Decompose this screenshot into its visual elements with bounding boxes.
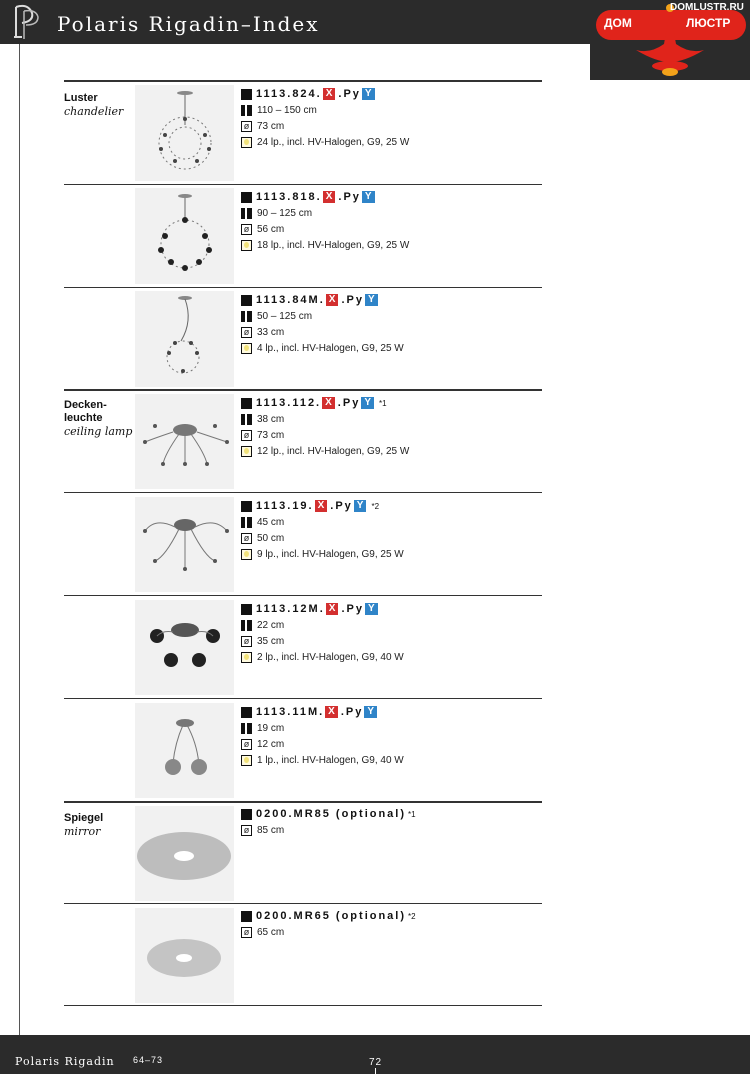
article-icon [241, 89, 252, 100]
lamp-icon [241, 446, 252, 457]
category-name-en: mirror [64, 825, 101, 838]
diameter-icon: ø [241, 636, 252, 647]
product-photo-ceiling-medium[interactable] [135, 497, 234, 592]
lamp-icon [241, 755, 252, 766]
finish-py: .Py [330, 500, 353, 512]
product-info [241, 292, 404, 356]
finish-y-badge: Y [365, 294, 378, 306]
article-icon [241, 501, 252, 512]
row-divider [64, 492, 542, 493]
category-name-de: Spiegel [64, 812, 104, 824]
category-name-de: Decken- leuchte [64, 399, 107, 424]
lamp-value: 9 lp., incl. HV-Halogen, G9, 25 W [257, 548, 404, 560]
product-info [241, 395, 409, 459]
lamp-value: 12 lp., incl. HV-Halogen, G9, 25 W [257, 445, 410, 457]
product-photo-chandelier-medium[interactable] [135, 188, 234, 284]
finish-py: .Py [341, 294, 364, 306]
diameter-value: 73 cm [257, 120, 285, 132]
finish-x-badge: X [326, 603, 339, 615]
finish-x-badge: X [325, 706, 338, 718]
polaris-monogram-icon [10, 3, 46, 41]
product-photo-ceiling-large[interactable] [135, 394, 234, 489]
category-name-de: Luster [64, 92, 98, 104]
finish-x-badge: X [323, 191, 336, 203]
mirror-info [241, 806, 416, 838]
row-divider [64, 1005, 542, 1006]
diameter-icon: ø [241, 224, 252, 235]
lamp-icon [241, 549, 252, 560]
finish-y-badge: Y [354, 500, 367, 512]
product-code: 1113.12M. [256, 603, 325, 615]
row-divider [64, 698, 542, 699]
page-title: Polaris Rigadin–Index [57, 12, 320, 36]
product-code: 1113.84M. [256, 294, 325, 306]
product-photo-chandelier-large[interactable] [135, 85, 234, 181]
footnote-mark: *2 [408, 911, 416, 921]
product-photo-mirror-large[interactable] [135, 806, 234, 901]
article-icon [241, 911, 252, 922]
finish-py: .Py [338, 191, 361, 203]
product-info [241, 704, 404, 768]
diameter-value: 12 cm [257, 738, 285, 750]
section-divider [64, 801, 542, 803]
diameter-icon: ø [241, 327, 252, 338]
diameter-icon: ø [241, 825, 252, 836]
diameter-value: 85 cm [257, 824, 285, 836]
footnote-mark: *2 [371, 501, 380, 511]
mirror-code: 0200.MR85 (optional) [256, 808, 407, 820]
lamp-value: 2 lp., incl. HV-Halogen, G9, 40 W [257, 651, 404, 663]
height-value: 110 – 150 cm [257, 104, 317, 116]
lamp-icon [241, 240, 252, 251]
finish-py: .Py [337, 397, 361, 409]
logo-word-lustr: ЛЮСТР [686, 16, 731, 30]
product-photo-mirror-small[interactable] [135, 908, 234, 1003]
row-divider [64, 287, 542, 288]
finish-y-badge: Y [361, 397, 374, 409]
article-icon [241, 809, 252, 820]
row-divider [64, 595, 542, 596]
product-info [241, 86, 409, 150]
height-icon [241, 414, 252, 425]
finish-x-badge: X [322, 397, 335, 409]
height-icon [241, 517, 252, 528]
height-icon [241, 620, 252, 631]
product-photo-ceiling-small[interactable] [135, 600, 234, 695]
lamp-value: 24 lp., incl. HV-Halogen, G9, 25 W [257, 136, 410, 148]
finish-py: .Py [338, 88, 361, 100]
footer-page-range: 64–73 [133, 1055, 164, 1065]
page-number: 72 [369, 1057, 383, 1068]
diameter-value: 33 cm [257, 326, 285, 338]
category-name-en: chandelier [64, 105, 124, 118]
finish-x-badge: X [323, 88, 336, 100]
category-name-en: ceiling lamp [64, 425, 133, 438]
product-code: 1113.818. [256, 191, 322, 203]
mirror-info [241, 908, 416, 940]
footnote-mark: *1 [408, 809, 416, 819]
diameter-value: 50 cm [257, 532, 285, 544]
category-luster [64, 92, 123, 118]
product-code: 1113.19. [256, 500, 314, 512]
product-info [241, 498, 404, 562]
diameter-icon: ø [241, 533, 252, 544]
article-icon [241, 295, 252, 306]
finish-x-badge: X [315, 500, 328, 512]
product-info [241, 189, 409, 253]
row-divider [64, 903, 542, 904]
page-tick [375, 1068, 376, 1074]
diameter-icon: ø [241, 927, 252, 938]
diameter-icon: ø [241, 121, 252, 132]
category-mirror [64, 812, 103, 838]
height-value: 90 – 125 cm [257, 207, 313, 219]
lamp-value: 1 lp., incl. HV-Halogen, G9, 40 W [257, 754, 404, 766]
height-icon [241, 723, 252, 734]
height-icon [241, 208, 252, 219]
diameter-value: 35 cm [257, 635, 285, 647]
article-icon [241, 604, 252, 615]
diameter-icon: ø [241, 739, 252, 750]
height-value: 22 cm [257, 619, 285, 631]
product-photo-ceiling-single[interactable] [135, 703, 234, 798]
footnote-mark: *1 [378, 398, 387, 408]
finish-y-badge: Y [365, 603, 378, 615]
lamp-icon [241, 652, 252, 663]
diameter-icon: ø [241, 430, 252, 441]
height-value: 50 – 125 cm [257, 310, 313, 322]
section-divider [64, 389, 542, 391]
logo-url: DOMLUSTR.RU [670, 2, 744, 13]
height-value: 19 cm [257, 722, 285, 734]
product-code: 1113.11M. [256, 706, 325, 718]
row-divider [64, 184, 542, 185]
finish-py: .Py [341, 603, 364, 615]
finish-y-badge: Y [362, 191, 375, 203]
mirror-code: 0200.MR65 (optional) [256, 910, 407, 922]
logo-word-dom: ДОМ [604, 16, 632, 30]
product-code: 1113.824. [256, 88, 322, 100]
left-rule [19, 44, 20, 1035]
diameter-value: 73 cm [257, 429, 285, 441]
article-icon [241, 398, 252, 409]
height-value: 38 cm [257, 413, 285, 425]
lamp-icon [241, 343, 252, 354]
diameter-value: 56 cm [257, 223, 285, 235]
product-info [241, 601, 404, 665]
lamp-value: 4 lp., incl. HV-Halogen, G9, 25 W [257, 342, 404, 354]
height-icon [241, 105, 252, 116]
section-divider [64, 80, 542, 82]
footer-brand: Polaris Rigadin [15, 1055, 115, 1068]
height-icon [241, 311, 252, 322]
product-code: 1113.112. [256, 397, 322, 409]
lamp-icon [241, 137, 252, 148]
finish-py: .Py [340, 706, 364, 718]
height-value: 45 cm [257, 516, 285, 528]
diameter-value: 65 cm [257, 926, 285, 938]
article-icon [241, 707, 252, 718]
category-ceiling-lamp [64, 399, 132, 438]
finish-x-badge: X [326, 294, 339, 306]
finish-y-badge: Y [362, 88, 375, 100]
lamp-value: 18 lp., incl. HV-Halogen, G9, 25 W [257, 239, 410, 251]
article-icon [241, 192, 252, 203]
finish-y-badge: Y [364, 706, 377, 718]
product-photo-chandelier-small[interactable] [135, 291, 234, 387]
